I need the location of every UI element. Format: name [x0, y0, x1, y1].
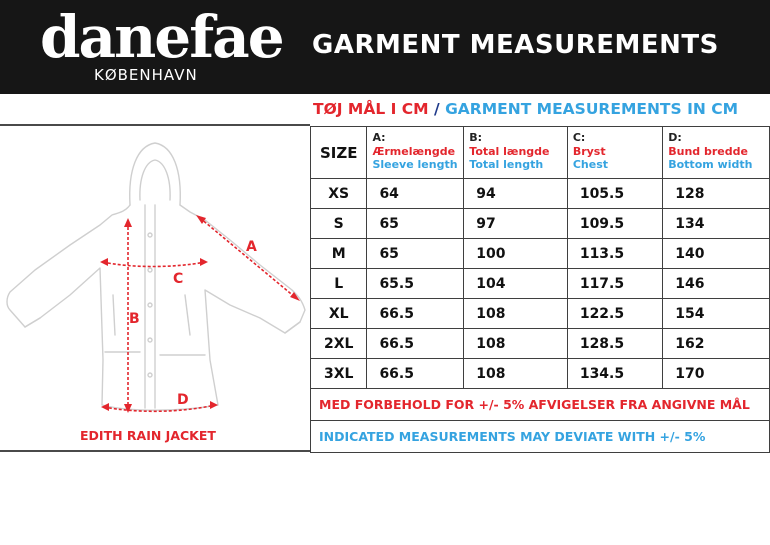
chest-cell: 105.5 [567, 179, 662, 209]
brand-logo: danefae [40, 3, 283, 71]
chest-cell: 113.5 [567, 239, 662, 269]
chest-cell: 128.5 [567, 329, 662, 359]
marker-c: C [173, 271, 184, 287]
subtitle-english: GARMENT MEASUREMENTS IN CM [445, 100, 739, 118]
table-row [311, 179, 770, 209]
column-code: A: [372, 131, 386, 144]
column-code: C: [572, 131, 586, 144]
column-english: Chest [572, 158, 608, 171]
size-cell: XL [311, 299, 367, 329]
marker-d: D [177, 392, 189, 408]
column-header-c [567, 127, 662, 179]
sleeve-length-cell: 64 [367, 179, 464, 209]
marker-a: A [246, 239, 257, 255]
total-length-cell: 94 [464, 179, 568, 209]
column-code: B: [469, 131, 483, 144]
column-english: Total length [469, 158, 544, 171]
table-row [311, 209, 770, 239]
column-danish: Bund bredde [668, 145, 748, 158]
table-row [311, 269, 770, 299]
sleeve-length-cell: 65 [367, 239, 464, 269]
bottom-width-cell: 134 [663, 209, 770, 239]
bottom-width-cell: 146 [663, 269, 770, 299]
column-danish: Total længde [469, 145, 550, 158]
sleeve-length-cell: 65.5 [367, 269, 464, 299]
subtitle-danish: TØJ MÅL I CM [313, 100, 429, 118]
jacket-illustration [0, 126, 310, 426]
total-length-cell: 108 [464, 299, 568, 329]
chest-cell: 109.5 [567, 209, 662, 239]
column-english: Bottom width [668, 158, 753, 171]
brand-city: KØBENHAVN [94, 66, 198, 84]
bottom-width-cell: 170 [663, 359, 770, 389]
bottom-width-cell: 128 [663, 179, 770, 209]
size-cell: 2XL [311, 329, 367, 359]
marker-b: B [129, 311, 140, 327]
sleeve-length-cell: 66.5 [367, 329, 464, 359]
column-code: D: [668, 131, 682, 144]
tolerance-note-english: INDICATED MEASUREMENTS MAY DEVIATE WITH +/- 5% [311, 421, 770, 453]
table-header-row [311, 127, 770, 179]
total-length-cell: 108 [464, 329, 568, 359]
sleeve-length-cell: 66.5 [367, 359, 464, 389]
measurement-table [310, 126, 770, 453]
sleeve-length-cell: 65 [367, 209, 464, 239]
note-row-danish [311, 389, 770, 421]
jacket-name: EDITH RAIN JACKET [80, 428, 216, 443]
size-cell: 3XL [311, 359, 367, 389]
chest-cell: 134.5 [567, 359, 662, 389]
size-header: SIZE [311, 127, 367, 179]
chest-cell: 117.5 [567, 269, 662, 299]
column-header-a [367, 127, 464, 179]
size-cell: L [311, 269, 367, 299]
sleeve-length-cell: 66.5 [367, 299, 464, 329]
bottom-width-cell: 154 [663, 299, 770, 329]
header-bar [0, 0, 770, 94]
divider-bottom-left [0, 450, 310, 452]
size-cell: S [311, 209, 367, 239]
column-header-b [464, 127, 568, 179]
column-english: Sleeve length [372, 158, 458, 171]
total-length-cell: 108 [464, 359, 568, 389]
total-length-cell: 104 [464, 269, 568, 299]
page-title: GARMENT MEASUREMENTS [312, 30, 719, 60]
column-danish: Ærmelængde [372, 145, 456, 158]
total-length-cell: 100 [464, 239, 568, 269]
table-row [311, 299, 770, 329]
subtitle-separator: / [433, 100, 440, 118]
bottom-width-cell: 140 [663, 239, 770, 269]
tolerance-note-danish: MED FORBEHOLD FOR +/- 5% AFVIGELSER FRA ANGIVNE MÅL [311, 389, 770, 421]
column-danish: Bryst [572, 145, 606, 158]
column-header-d [663, 127, 770, 179]
note-row-english [311, 421, 770, 453]
bottom-width-cell: 162 [663, 329, 770, 359]
chest-cell: 122.5 [567, 299, 662, 329]
total-length-cell: 97 [464, 209, 568, 239]
size-cell: XS [311, 179, 367, 209]
table-row [311, 329, 770, 359]
table-row [311, 239, 770, 269]
table-subtitle [313, 100, 738, 118]
size-cell: M [311, 239, 367, 269]
table-row [311, 359, 770, 389]
